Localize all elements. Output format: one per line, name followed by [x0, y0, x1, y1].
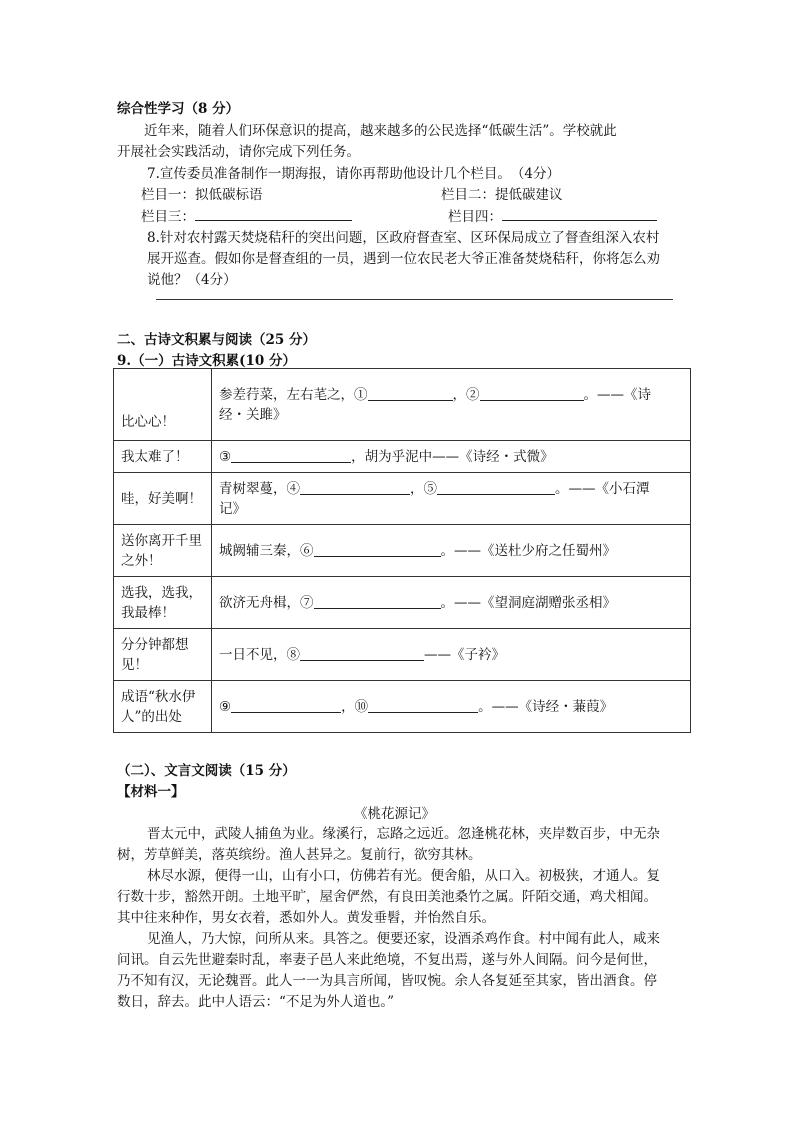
blank-7[interactable]: [314, 594, 441, 609]
question-8-line1: 8.针对农村露天焚烧秸秆的突出问题，区政府督查室、区环保局成立了督查组深入农村: [147, 230, 660, 246]
essay-line: 林尽水源，便得一山，山有小口，仿佛若有光。便舍船，从口入。初极狭，才通人。复: [147, 868, 660, 884]
table-row: [114, 441, 691, 473]
question-9-title: 9.（一）古诗文积累(10 分）: [117, 353, 296, 369]
row-label: 选我，选我， 我最棒！: [114, 577, 212, 629]
essay-line: 行数十步，豁然开朗。土地平旷，屋舍俨然，有良田美池桑竹之属。阡陌交通，鸡犬相闻。: [117, 889, 657, 905]
blank-6[interactable]: [314, 542, 441, 557]
column-4-row: [448, 205, 657, 225]
question-7: 7.宣传委员准备制作一期海报，请你再帮助他设计几个栏目。 （4分）: [147, 166, 560, 182]
row-content: ③ ，胡为乎泥中——《诗经・式微》: [212, 441, 691, 473]
intro-text-line1: 近年来，随着人们环保意识的提高，越来越多的公民选择“低碳生活”。学校就此: [144, 123, 617, 139]
row-label: 送你离开千里 之外！: [114, 525, 212, 577]
row-label: 我太难了！: [114, 441, 212, 473]
column-2: 栏目二：提低碳建议: [441, 187, 563, 203]
row-content: 城阙辅三秦，⑥ 。——《送杜少府之任蜀州》: [212, 525, 691, 577]
section-title-classical: （二）、文言文阅读（15 分）: [117, 763, 296, 779]
row-label: 哇，好美啊！: [114, 473, 212, 525]
blank-9[interactable]: [231, 698, 341, 713]
row-label: 比心心！: [114, 369, 212, 441]
question-8-line3: 说他？（4分）: [147, 272, 237, 288]
blank-5[interactable]: [437, 480, 555, 495]
column-4-answer-line[interactable]: [502, 208, 657, 221]
table-row: [114, 681, 691, 733]
column-4-label: 栏目四：: [448, 209, 502, 225]
column-3-row: [141, 205, 352, 225]
row-content: 欲济无舟楫，⑦ 。——《望洞庭湖赠张丞相》: [212, 577, 691, 629]
blank-4[interactable]: [300, 480, 410, 495]
blank-10[interactable]: [368, 698, 478, 713]
poetry-fill-table: [113, 368, 691, 733]
question-8-answer-line[interactable]: [156, 299, 673, 300]
row-content: 参差荇菜，左右芼之，① ，② 。——《诗 经・关雎》: [212, 369, 691, 441]
row-content: 一日不见，⑧ ——《子衿》: [212, 629, 691, 681]
essay-line: 树，芳草鲜美，落英缤纷。渔人甚异之。复前行，欲穷其林。: [117, 847, 482, 863]
row-label: 成语“秋水伊 人”的出处: [114, 681, 212, 733]
essay-line: 数日，辞去。此中人语云：“不足为外人道也。”: [117, 994, 395, 1010]
table-row: [114, 525, 691, 577]
column-3-answer-line[interactable]: [195, 208, 352, 221]
blank-3[interactable]: [231, 448, 351, 463]
essay-line: 问讯。自云先世避秦时乱，率妻子邑人来此绝境，不复出焉，遂与外人间隔。问今是何世，: [117, 952, 657, 968]
table-row: [114, 577, 691, 629]
table-row: [114, 473, 691, 525]
blank-2[interactable]: [480, 386, 584, 401]
essay-line: 其中往来种作，男女衣着，悉如外人。黄发垂髫，并怡然自乐。: [117, 910, 495, 926]
table-row: [114, 369, 691, 441]
section-title-poetry: 二、古诗文积累与阅读（25 分）: [117, 332, 316, 348]
question-8-line2: 展开巡查。假如你是督查组的一员，遇到一位农民老大爷正准备焚烧秸秆，你将怎么劝: [147, 251, 660, 267]
essay-title: 《桃花源记》: [354, 806, 435, 822]
row-content: ⑨ ，⑩ 。——《诗经・蒹葭》: [212, 681, 691, 733]
column-3-label: 栏目三：: [141, 209, 195, 225]
material-label: 【材料一】: [117, 784, 185, 800]
intro-text-line2: 开展社会实践活动，请你完成下列任务。: [117, 144, 360, 160]
column-1: 栏目一：拟低碳标语: [141, 187, 263, 203]
blank-1[interactable]: [368, 386, 453, 401]
essay-line: 见渔人，乃大惊，问所从来。具答之。便要还家，设酒杀鸡作食。村中闻有此人，咸来: [147, 931, 660, 947]
blank-8[interactable]: [300, 646, 424, 661]
table-row: [114, 629, 691, 681]
row-content: 青树翠蔓，④ ，⑤ 。——《小石潭 记》: [212, 473, 691, 525]
essay-line: 乃不知有汉，无论魏晋。此人一一为具言所闻，皆叹惋。余人各复延至其家，皆出酒食。停: [117, 973, 657, 989]
essay-line: 晋太元中，武陵人捕鱼为业。缘溪行，忘路之远近。忽逢桃花林，夹岸数百步，中无杂: [147, 826, 660, 842]
row-label: 分分钟都想 见！: [114, 629, 212, 681]
section-title-integrated: 综合性学习（8 分）: [117, 101, 240, 117]
